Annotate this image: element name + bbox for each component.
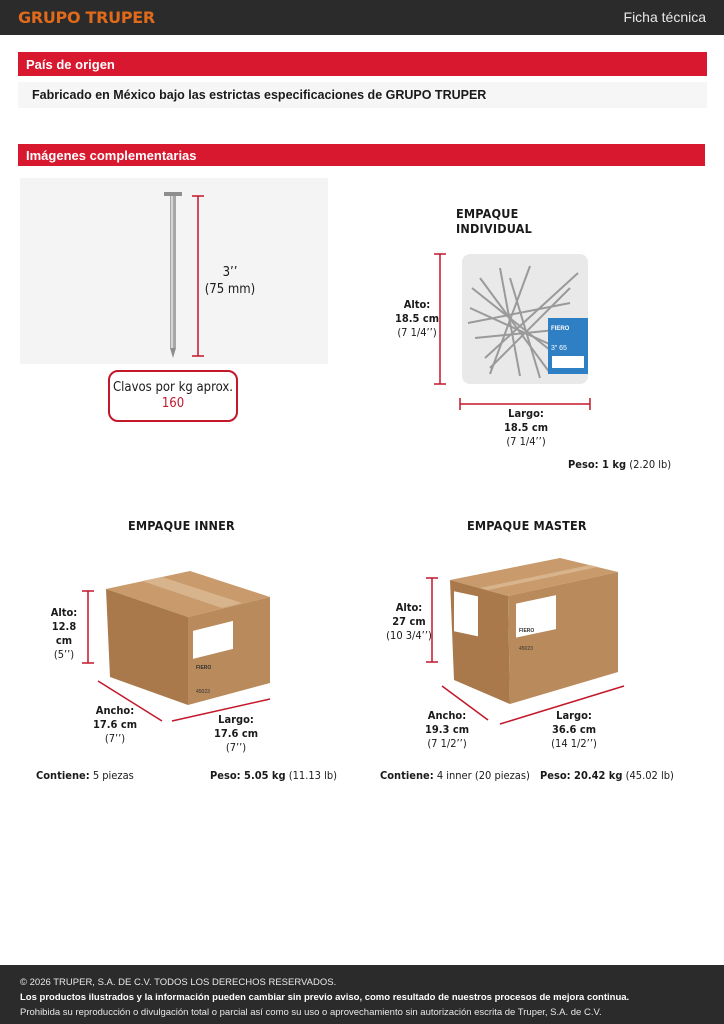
inner-heading: EMPAQUE INNER: [128, 518, 235, 533]
inner-largo: Largo: 17.6 cm (7’’): [213, 713, 259, 754]
origin-text: Fabricado en México bajo las estrictas especificaciones de GRUPO TRUPER: [18, 82, 707, 108]
brand-logo: GRUPO TRUPER: [18, 8, 155, 27]
nail-length-label: [195, 264, 265, 298]
individual-alto: Alto: 18.5 cm (7 1/4’’): [394, 298, 440, 339]
individual-heading: EMPAQUE INDIVIDUAL: [456, 206, 532, 236]
nail-length-in: 3’’: [222, 265, 238, 280]
footer-copyright: © 2026 TRUPER, S.A. DE C.V. TODOS LOS DERECHOS RESERVADOS.: [20, 977, 337, 988]
master-label-code: 45023: [519, 646, 533, 652]
master-weight: Peso: 20.42 kg (45.02 lb): [540, 769, 674, 782]
master-label-brand: FIERO: [519, 628, 535, 634]
footer-legal: Prohibida su reproducción o divulgación total o parcial así como su uso o aprovechamiento sin autorización escrita de Truper, S.A. de C.V.: [20, 1007, 602, 1018]
inner-alto: Alto: 12.8 cm (5’’): [50, 606, 78, 661]
bag-size-text: 3” 65: [551, 345, 567, 352]
bag-brand-text: FIERO: [551, 326, 570, 332]
master-alto: Alto: 27 cm (10 3/4’’): [386, 601, 432, 642]
individual-weight: Peso: 1 kg (2.20 lb): [568, 458, 672, 471]
images-section-title: Imágenes complementarias: [18, 144, 705, 166]
nails-per-kg-label: Clavos por kg aprox.: [113, 380, 233, 395]
inner-ancho: Ancho: 17.6 cm (7’’): [92, 704, 138, 745]
origin-section-title: País de origen: [18, 52, 707, 76]
top-bar: [0, 0, 724, 35]
nail-length-mm: (75 mm): [204, 282, 256, 297]
individual-bag-image: [430, 248, 610, 412]
nail-panel: [20, 178, 328, 364]
document-type: Ficha técnica: [623, 9, 706, 25]
master-largo: Largo: 36.6 cm (14 1/2’’): [551, 709, 597, 750]
nail-image: [20, 178, 328, 364]
inner-label-brand: FIERO: [196, 665, 212, 671]
footer-notice: Los productos ilustrados y la información pueden cambiar sin previo aviso, como resultado de nuestros procesos de mejora continua.: [20, 992, 630, 1003]
inner-contents: Contiene: 5 piezas: [36, 769, 134, 782]
individual-largo: Largo: 18.5 cm (7 1/4’’): [503, 407, 549, 448]
master-heading: EMPAQUE MASTER: [467, 518, 587, 533]
nails-per-kg-callout: [108, 370, 238, 422]
master-contents: Contiene: 4 inner (20 piezas): [380, 769, 530, 782]
inner-label-code: 45023: [196, 689, 210, 695]
inner-weight: Peso: 5.05 kg (11.13 lb): [210, 769, 337, 782]
nails-per-kg-value: 160: [161, 396, 185, 411]
footer: [0, 965, 724, 1024]
master-ancho: Ancho: 19.3 cm (7 1/2’’): [424, 709, 470, 750]
master-box-image: [420, 552, 630, 732]
